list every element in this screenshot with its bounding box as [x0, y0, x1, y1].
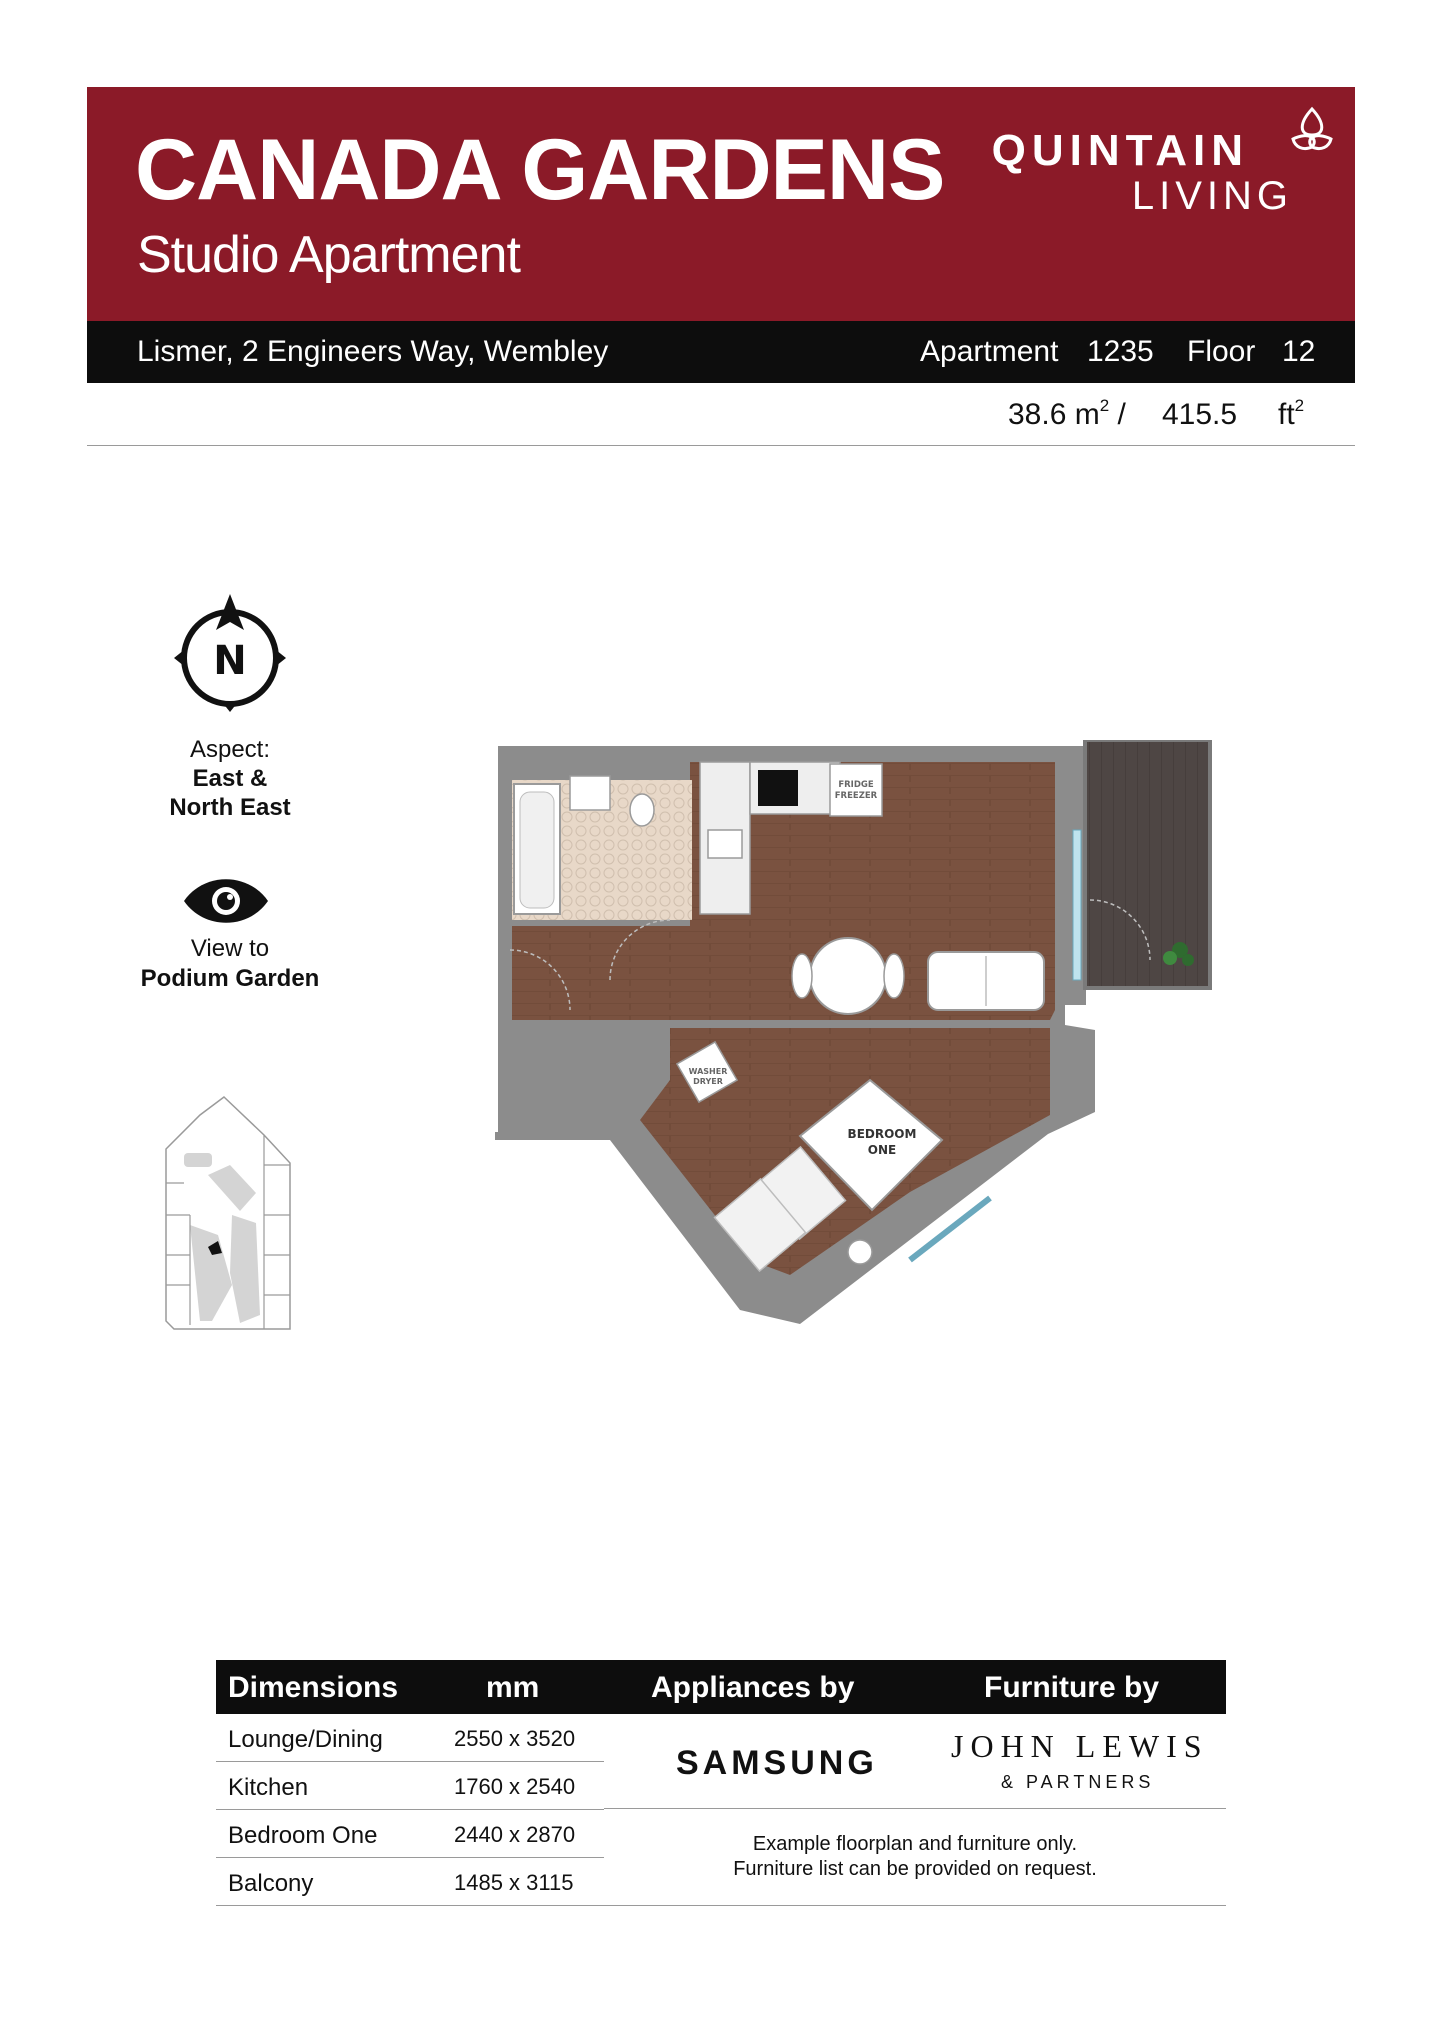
room-name: Lounge/Dining [228, 1726, 383, 1753]
area-imperial-unit [1278, 398, 1304, 432]
kitchen-sink [708, 830, 742, 858]
disclaimer-note [604, 1832, 1226, 1882]
area-separator: / [1117, 398, 1126, 431]
site-plan-map [160, 1095, 295, 1335]
john-lewis-partners: & PARTNERS [1001, 1772, 1155, 1792]
divider-line [604, 1808, 1226, 1809]
aspect-label: Aspect: [189, 736, 271, 763]
fridge-label-2: FREEZER [834, 791, 878, 801]
fridge-freezer [830, 764, 882, 816]
washer-label-2: DRYER [693, 1077, 723, 1086]
divider-line [87, 445, 1355, 446]
aspect-value-2: North East [169, 794, 291, 821]
header-mm: mm [486, 1671, 540, 1704]
room-name: Bedroom One [228, 1822, 378, 1849]
samsung-logo: SAMSUNG [676, 1744, 878, 1782]
washer-label-1: WASHER [688, 1067, 728, 1076]
area-m2-sup: 2 [1099, 396, 1110, 415]
trefoil-logo-icon [1289, 105, 1335, 151]
eye-icon [182, 878, 270, 924]
floorplan [490, 740, 1215, 1325]
address: Lismer, 2 Engineers Way, Wembley [137, 335, 609, 368]
area-metric [1008, 398, 1126, 432]
header-dimensions: Dimensions [228, 1671, 399, 1704]
table-row [216, 1810, 604, 1858]
area-m2-unit: m [1074, 398, 1100, 431]
header-appliances: Appliances by [651, 1671, 855, 1704]
divider-line [604, 1905, 1226, 1906]
apartment-number: 1235 [1087, 335, 1154, 368]
brand-line-1: QUINTAIN [991, 126, 1249, 175]
area-ft2-value: 415.5 [1162, 398, 1238, 431]
room-dimensions: 1485 x 3115 [454, 1870, 574, 1895]
address-bar [87, 321, 1355, 383]
area-m2-value: 38.6 [1008, 398, 1067, 431]
dining-table [810, 938, 886, 1014]
floor-number: 12 [1282, 335, 1316, 368]
view-label: View to [190, 935, 270, 962]
bathroom-sink [570, 776, 610, 810]
room-dimensions: 2550 x 3520 [454, 1726, 576, 1751]
floor-label: Floor [1187, 335, 1256, 368]
table-row [216, 1714, 604, 1762]
balcony-area [1085, 740, 1210, 988]
area-ft2-sup: 2 [1294, 396, 1305, 415]
quintain-living-logo [991, 126, 1293, 218]
header-furniture: Furniture by [984, 1671, 1160, 1704]
brand-line-2: LIVING [1131, 174, 1293, 218]
view-value: Podium Garden [140, 965, 320, 992]
room-name: Kitchen [228, 1774, 309, 1801]
table-row [216, 1762, 604, 1810]
table-header [216, 1660, 1226, 1714]
note-line-2: Furniture list can be provided on request. [733, 1858, 1097, 1880]
fridge-label-1: FRIDGE [838, 780, 874, 790]
toilet [630, 794, 654, 826]
bedroom-label-1: BEDROOM [847, 1127, 917, 1141]
note-line-1: Example floorplan and furniture only. [752, 1833, 1078, 1855]
compass-letter: N [213, 638, 247, 684]
apartment-label: Apartment [920, 335, 1059, 368]
aspect-info [110, 735, 350, 822]
north-compass-icon [172, 594, 288, 714]
table-row [216, 1858, 604, 1906]
area-ft2-unit: ft [1278, 398, 1295, 431]
bedside-table [848, 1240, 872, 1264]
hob [758, 770, 798, 806]
aspect-value-1: East & [192, 765, 268, 792]
header-banner [87, 87, 1355, 321]
room-dimensions: 1760 x 2540 [454, 1774, 576, 1799]
bedroom-label-2: ONE [867, 1143, 897, 1157]
room-name: Balcony [228, 1870, 314, 1897]
unit-type: Studio Apartment [137, 226, 520, 284]
john-lewis-logo: JOHN LEWIS [951, 1728, 1209, 1764]
room-dimensions: 2440 x 2870 [454, 1822, 576, 1847]
development-title: CANADA GARDENS [135, 122, 945, 218]
view-info [90, 934, 370, 994]
